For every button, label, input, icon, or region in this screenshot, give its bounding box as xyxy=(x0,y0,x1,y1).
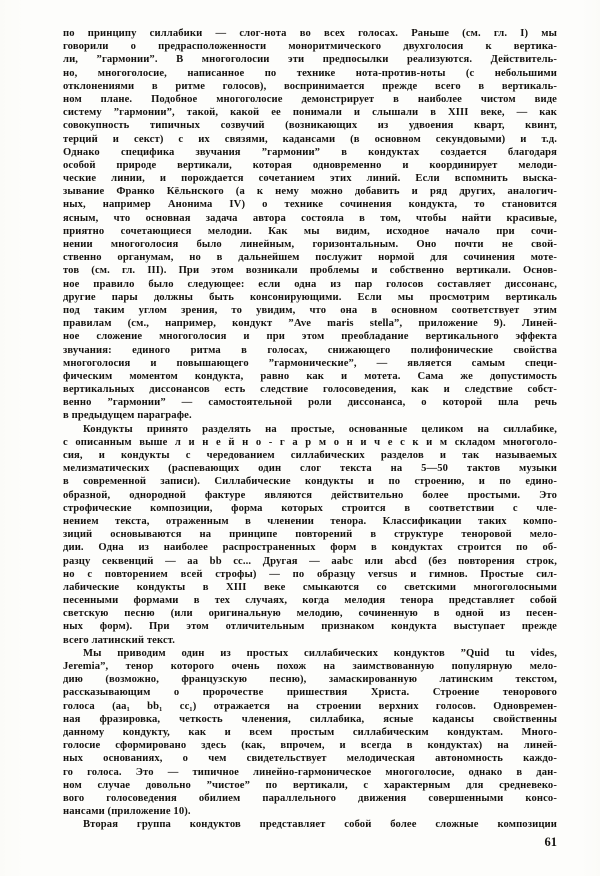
text-line: ных форм). При этом отличительным признаком кондукта выступает прежде xyxy=(63,621,557,633)
text-line: ных, например Анонима IV) о технике сочинения кондукта, то становится xyxy=(63,199,557,211)
text-line: правилам (см., например, кондукт ”Ave maris stella”, приложение 9). Линей- xyxy=(63,318,557,330)
text-line: голосие сформировано здесь (как, впрочем, и всегда в кондуктах) на линей- xyxy=(63,740,557,752)
text-line: особой природе вертикали, которая одновременно и координирует мелоди- xyxy=(63,159,557,171)
text-line: нении многоголосия было линейным, горизонтальным. Оно почти не свой- xyxy=(63,239,557,250)
text-line: ческие линии, и порождается сочетанием этих линий. Если вспомнить выска- xyxy=(63,173,557,185)
text-line: нением текста, отраженным в членении тенора. Классификации таких компо- xyxy=(63,515,557,527)
text-line: по принципу силлабики — слог-нота во всех голосах. Раньше (см. гл. I) мы xyxy=(63,28,557,39)
text-line: образной, однородной фактуре являются действительно более простыми. Это xyxy=(63,489,557,501)
text-line: светскую песню (или оригинальную мелодию, сочиненную в одной из песен- xyxy=(63,608,557,620)
text-line: под таким углом зрения, то увидим, что она в основном соответствует этим xyxy=(63,304,557,316)
text-line: сия, и кондукты с чередованием силлабических разделов и так называемых xyxy=(63,450,557,461)
text-line: рассказывающим о пророчестве пришествия Христа. Строение тенорового xyxy=(63,687,557,699)
page-text xyxy=(63,27,557,831)
text-line: Jeremia”, тенор которого очень похож на заимствованную популярную мело- xyxy=(63,661,557,672)
text-line: тов (см. гл. III). При этом возникали проблемы и собственно вертикали. Основ- xyxy=(63,265,557,277)
text-line: многоголосия и повышающего ”гармонические”, — является самым специ- xyxy=(63,357,557,369)
text-line: ственно органумам, но в дальнейшем послужит нормой для сочинения моте- xyxy=(63,252,557,264)
text-line: строфические композиции, форма которых строится в соответствии с чле- xyxy=(63,502,557,514)
text-line: приятно сочетающиеся мелодии. Как мы видим, исходное начало при сочи- xyxy=(63,225,557,237)
text-line: голоса (aa₁ bb₁ cc₁) отражается на строении верхних голосов. Одновремен- xyxy=(63,700,557,712)
text-line: ное сложение многоголосия и при этом преобладание вертикального эффекта xyxy=(63,331,557,343)
text-line: но, многоголосие, написанное по технике нота-против-ноты (с небольшими xyxy=(63,67,557,79)
text-line: данному кондукту, как и всем простым силлабическим кондуктам. Много- xyxy=(63,726,557,738)
text-line: ное правило было следующее: если одна из пар голосов составляет диссонанс, xyxy=(63,278,557,290)
text-line: отклонениями в ритме голосов), воспринимается прежде всего в вертикаль- xyxy=(63,80,557,92)
text-line: говорили о предрасположенности моноритмического двухголосия к вертика- xyxy=(63,41,557,53)
text-line: в предыдущем параграфе. xyxy=(63,410,192,422)
text-line: ясным, что основная задача автора состояла в том, чтобы найти красивые, xyxy=(63,212,557,224)
text-line: вого голосоведения обилием параллельного движения совершенными консо- xyxy=(63,792,557,804)
text-line: дии. Одна из наиболее распространенных форм в кондуктах строится по об- xyxy=(63,542,557,554)
text-line: мелизматических (распевающих один слог текста на 5—50 тактов музыки xyxy=(63,463,557,475)
text-line: терций и секст) с их связями, кадансами (в основном секундовыми) и т.д. xyxy=(63,133,557,145)
text-line: вертикальных диссонансов есть следствие голосоведения, как и следствие собст- xyxy=(63,384,557,396)
text-line: нансами (приложение 10). xyxy=(63,806,191,818)
text-line: венно ”гармонии” — самостоятельной роли диссонанса, о которой шла речь xyxy=(63,397,557,409)
text-line: с описанным выше л и н е й н о - г а р м о н и ч е с к и м складом многоголо- xyxy=(63,436,557,448)
text-line: ном плане. Подобное многоголосие демонстрирует в наиболее чистом виде xyxy=(63,93,557,105)
text-line: лабические кондукты в XIII веке смыкаются со светскими многоголосными xyxy=(63,581,557,593)
text-line: но с повторением всей строфы) — по образцу versus и гимнов. Простые сил- xyxy=(63,568,557,580)
page-number: 61 xyxy=(544,835,557,849)
text-line: песенными формами в тех случаях, когда мелодия тенора представляет собой xyxy=(63,595,557,607)
text-line: дию (возможно, французскую песню), замаскированную латинским текстом, xyxy=(63,674,557,686)
text-line: Мы приводим один из простых силлабических кондуктов ”Quid tu vides, xyxy=(83,647,557,659)
text-line: Кондукты принято разделять на простые, основанные целиком на силлабике, xyxy=(83,423,557,435)
text-line: ных основаниях, о чем свидетельствует мелодическая автономность каждо- xyxy=(63,753,557,765)
text-line: ная фразировка, четкость членения, силлабика, ясные кадансы свойственны xyxy=(63,713,557,725)
text-line: разцу секвенций — aa bb cc... Другая — aabc или abcd (без повторения строк, xyxy=(63,555,557,567)
text-line: ном случае довольно ”чистое” по вертикали, с характерным для средневеко- xyxy=(63,779,557,791)
text-line: в современной записи). Силлабические кондукты и по строению, и по едино- xyxy=(63,476,557,488)
text-line: зиций основываются на принципе повторений в структуре теноровой мело- xyxy=(63,529,557,541)
text-line: всего латинский текст. xyxy=(63,634,176,646)
text-line: систему ”гармонии”, такой, какой ее понимали и слышали в XIII веке, — как xyxy=(63,107,557,119)
text-line: Вторая группа кондуктов представляет собой более сложные композиции xyxy=(83,819,557,831)
text-line: совокупность типичных созвучий (возникающих из удвоения кварт, квинт, xyxy=(63,120,557,132)
text-line: го голоса. Это — типичное линейно-гармоническое многоголосие, однако в дан- xyxy=(63,766,557,778)
text-line: Однако специфика звучания ”гармонии” в кондуктах создается благодаря xyxy=(63,146,557,158)
text-line: фическим моментом кондукта, равно как и мотета. Сама же допустимость xyxy=(63,370,557,382)
text-line: другие пары должны быть консонирующими. Если мы просмотрим вертикаль xyxy=(63,291,557,303)
text-line: ли, ”гармонии”. В многоголосии эти предпосылки реализуются. Действитель- xyxy=(63,54,557,66)
text-line: зывание Франко Кёльнского (а к нему можно добавить и ряд других, аналогич- xyxy=(63,186,557,198)
text-line: звучания: единого ритма в голосах, снижающего полифонические свойства xyxy=(63,344,557,356)
